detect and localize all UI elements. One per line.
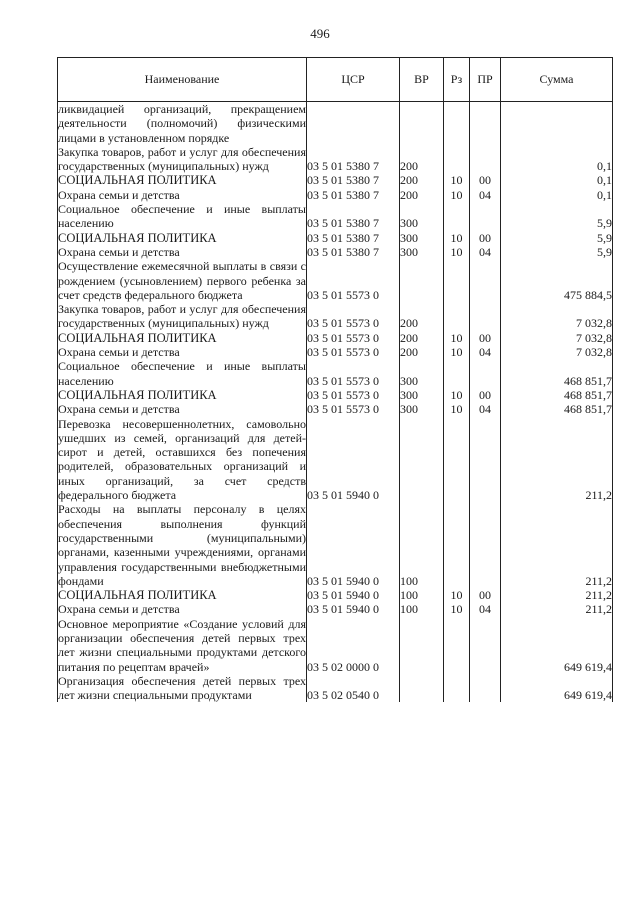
table-row: [58, 345, 613, 359]
cell-pr: [470, 502, 501, 588]
cell-rz: 10: [444, 245, 470, 259]
cell-sum: 5,9: [501, 202, 613, 231]
header-rz: Рз: [444, 58, 470, 102]
cell-name: Основное мероприятие «Создание условий для организации обеспечения детей первых трех лет жизни специальными продуктами детского питания по рецептам врачей»: [58, 616, 306, 674]
cell-pr: 04: [470, 245, 501, 259]
table-row: [58, 231, 613, 245]
cell-sum: 211,2: [501, 602, 613, 616]
cell-name: ликвидацией организаций, прекращением деятельности (полномочий) физическими лицами в установленном порядке: [58, 102, 306, 145]
cell-rz: 10: [444, 602, 470, 616]
cell-name: СОЦИАЛЬНАЯ ПОЛИТИКА: [58, 231, 307, 245]
cell-sum: 649 619,4: [501, 674, 613, 703]
budget-table: [57, 57, 613, 702]
cell-csr: 03 5 01 5380 7: [307, 202, 400, 231]
table-row: [58, 173, 613, 187]
cell-csr: 03 5 01 5573 0: [307, 388, 400, 402]
cell-name: СОЦИАЛЬНАЯ ПОЛИТИКА: [58, 331, 307, 345]
cell-name: Охрана семьи и детства: [58, 245, 307, 259]
cell-sum: 468 851,7: [501, 402, 613, 416]
table-row: [58, 245, 613, 259]
cell-csr: 03 5 01 5940 0: [307, 417, 400, 503]
cell-vr: [400, 417, 444, 503]
cell-sum: 211,2: [501, 588, 613, 602]
cell-pr: [470, 417, 501, 503]
cell-csr: 03 5 02 0000 0: [307, 617, 400, 674]
cell-sum: 7 032,8: [501, 345, 613, 359]
cell-name: Перевозка несовершеннолетних, самовольно ушедших из семей, организаций для детей-сирот и детей, оставшихся без попечения родителей, образовательных организаций и иных организаций, за счет средств федерального бюджета: [58, 416, 306, 503]
cell-csr: 03 5 01 5573 0: [307, 331, 400, 345]
table-body: [58, 102, 613, 703]
cell-csr: 03 5 01 5380 7: [307, 173, 400, 187]
cell-name: СОЦИАЛЬНАЯ ПОЛИТИКА: [58, 588, 307, 602]
table-row: [58, 417, 613, 503]
cell-vr: [400, 259, 444, 302]
cell-sum: 0,1: [501, 145, 613, 174]
cell-sum: 7 032,8: [501, 331, 613, 345]
cell-pr: 04: [470, 345, 501, 359]
cell-sum: 468 851,7: [501, 359, 613, 388]
cell-csr: 03 5 01 5573 0: [307, 359, 400, 388]
cell-vr: 200: [400, 145, 444, 174]
cell-name: Социальное обеспечение и иные выплаты населению: [58, 359, 306, 388]
cell-csr: 03 5 01 5573 0: [307, 259, 400, 302]
cell-sum: 5,9: [501, 245, 613, 259]
cell-csr: 03 5 01 5573 0: [307, 302, 400, 331]
table-row: [58, 145, 613, 174]
cell-vr: 100: [400, 602, 444, 616]
cell-pr: [470, 359, 501, 388]
header-csr: ЦСР: [307, 58, 400, 102]
cell-name: Охрана семьи и детства: [58, 345, 307, 359]
cell-csr: 03 5 02 0540 0: [307, 674, 400, 703]
cell-csr: 03 5 01 5573 0: [307, 402, 400, 416]
table-row: [58, 359, 613, 388]
cell-rz: [444, 302, 470, 331]
cell-pr: 00: [470, 388, 501, 402]
cell-rz: 10: [444, 388, 470, 402]
cell-name: Закупка товаров, работ и услуг для обеспечения государственных (муниципальных) нужд: [58, 144, 306, 174]
page-number: 496: [310, 26, 330, 41]
cell-vr: 300: [400, 388, 444, 402]
cell-pr: [470, 259, 501, 302]
cell-vr: 200: [400, 302, 444, 331]
cell-name: Охрана семьи и детства: [58, 402, 307, 416]
table-row: [58, 202, 613, 231]
cell-csr: 03 5 01 5380 7: [307, 145, 400, 174]
cell-pr: 00: [470, 231, 501, 245]
cell-rz: 10: [444, 588, 470, 602]
cell-name: СОЦИАЛЬНАЯ ПОЛИТИКА: [58, 388, 307, 402]
cell-rz: [444, 502, 470, 588]
table-row: [58, 331, 613, 345]
header-vr: ВР: [400, 58, 444, 102]
cell-rz: 10: [444, 173, 470, 187]
cell-vr: 300: [400, 231, 444, 245]
cell-name: Охрана семьи и детства: [58, 602, 307, 616]
table-row: [58, 602, 613, 616]
cell-vr: [400, 674, 444, 703]
cell-pr: 00: [470, 173, 501, 187]
table-row: [58, 588, 613, 602]
cell-pr: [470, 102, 501, 145]
cell-pr: 04: [470, 402, 501, 416]
header-pr: ПР: [470, 58, 501, 102]
cell-pr: 04: [470, 188, 501, 202]
cell-name: Закупка товаров, работ и услуг для обеспечения государственных (муниципальных) нужд: [58, 302, 306, 331]
cell-name: Социальное обеспечение и иные выплаты населению: [58, 202, 306, 231]
cell-sum: 0,1: [501, 173, 613, 187]
table-row: [58, 502, 613, 588]
cell-sum: 0,1: [501, 188, 613, 202]
cell-vr: 300: [400, 402, 444, 416]
cell-pr: [470, 302, 501, 331]
cell-vr: [400, 102, 444, 145]
cell-vr: [400, 617, 444, 674]
cell-rz: 10: [444, 345, 470, 359]
cell-name: СОЦИАЛЬНАЯ ПОЛИТИКА: [58, 173, 307, 187]
cell-sum: 7 032,8: [501, 302, 613, 331]
table-row: [58, 402, 613, 416]
header-name: Наименование: [58, 58, 307, 102]
table-header-row: [58, 58, 613, 102]
cell-vr: 100: [400, 588, 444, 602]
table-row: [58, 302, 613, 331]
cell-rz: 10: [444, 188, 470, 202]
cell-csr: 03 5 01 5380 7: [307, 245, 400, 259]
cell-sum: 468 851,7: [501, 388, 613, 402]
cell-rz: [444, 259, 470, 302]
cell-pr: [470, 202, 501, 231]
budget-table-container: [57, 57, 612, 702]
cell-pr: [470, 674, 501, 703]
cell-sum: [501, 102, 613, 145]
cell-rz: 10: [444, 331, 470, 345]
cell-csr: [307, 102, 400, 145]
cell-csr: 03 5 01 5940 0: [307, 588, 400, 602]
cell-rz: [444, 202, 470, 231]
cell-vr: 200: [400, 173, 444, 187]
cell-vr: 300: [400, 202, 444, 231]
cell-rz: [444, 674, 470, 703]
cell-sum: 5,9: [501, 231, 613, 245]
header-sum: Сумма: [501, 58, 613, 102]
cell-rz: 10: [444, 402, 470, 416]
cell-csr: 03 5 01 5940 0: [307, 502, 400, 588]
table-row: [58, 102, 613, 145]
cell-rz: 10: [444, 231, 470, 245]
cell-csr: 03 5 01 5573 0: [307, 345, 400, 359]
cell-name: Организация обеспечения детей первых трех лет жизни специальными продуктами: [58, 673, 306, 703]
cell-csr: 03 5 01 5940 0: [307, 602, 400, 616]
cell-vr: 200: [400, 188, 444, 202]
cell-csr: 03 5 01 5380 7: [307, 188, 400, 202]
cell-vr: 300: [400, 359, 444, 388]
cell-rz: [444, 617, 470, 674]
cell-name: Расходы на выплаты персоналу в целях обеспечения выполнения функций государственными (муниципальными) органами, казенными учреждениями, органами управления государственными внебюджетными фондами: [58, 502, 306, 588]
table-row: [58, 259, 613, 302]
cell-pr: [470, 145, 501, 174]
cell-rz: [444, 145, 470, 174]
cell-name: Охрана семьи и детства: [58, 188, 307, 202]
cell-pr: 00: [470, 588, 501, 602]
cell-rz: [444, 102, 470, 145]
cell-vr: 300: [400, 245, 444, 259]
table-row: [58, 617, 613, 674]
cell-pr: 00: [470, 331, 501, 345]
table-row: [58, 674, 613, 703]
cell-csr: 03 5 01 5380 7: [307, 231, 400, 245]
cell-sum: 211,2: [501, 417, 613, 503]
cell-rz: [444, 359, 470, 388]
cell-rz: [444, 417, 470, 503]
table-row: [58, 388, 613, 402]
cell-vr: 100: [400, 502, 444, 588]
cell-vr: 200: [400, 345, 444, 359]
cell-vr: 200: [400, 331, 444, 345]
table-row: [58, 188, 613, 202]
cell-sum: 211,2: [501, 502, 613, 588]
cell-pr: [470, 617, 501, 674]
cell-name: Осуществление ежемесячной выплаты в связи с рождением (усыновлением) первого ребенка за счет средств федерального бюджета: [58, 259, 306, 302]
cell-pr: 04: [470, 602, 501, 616]
cell-sum: 475 884,5: [501, 259, 613, 302]
cell-sum: 649 619,4: [501, 617, 613, 674]
